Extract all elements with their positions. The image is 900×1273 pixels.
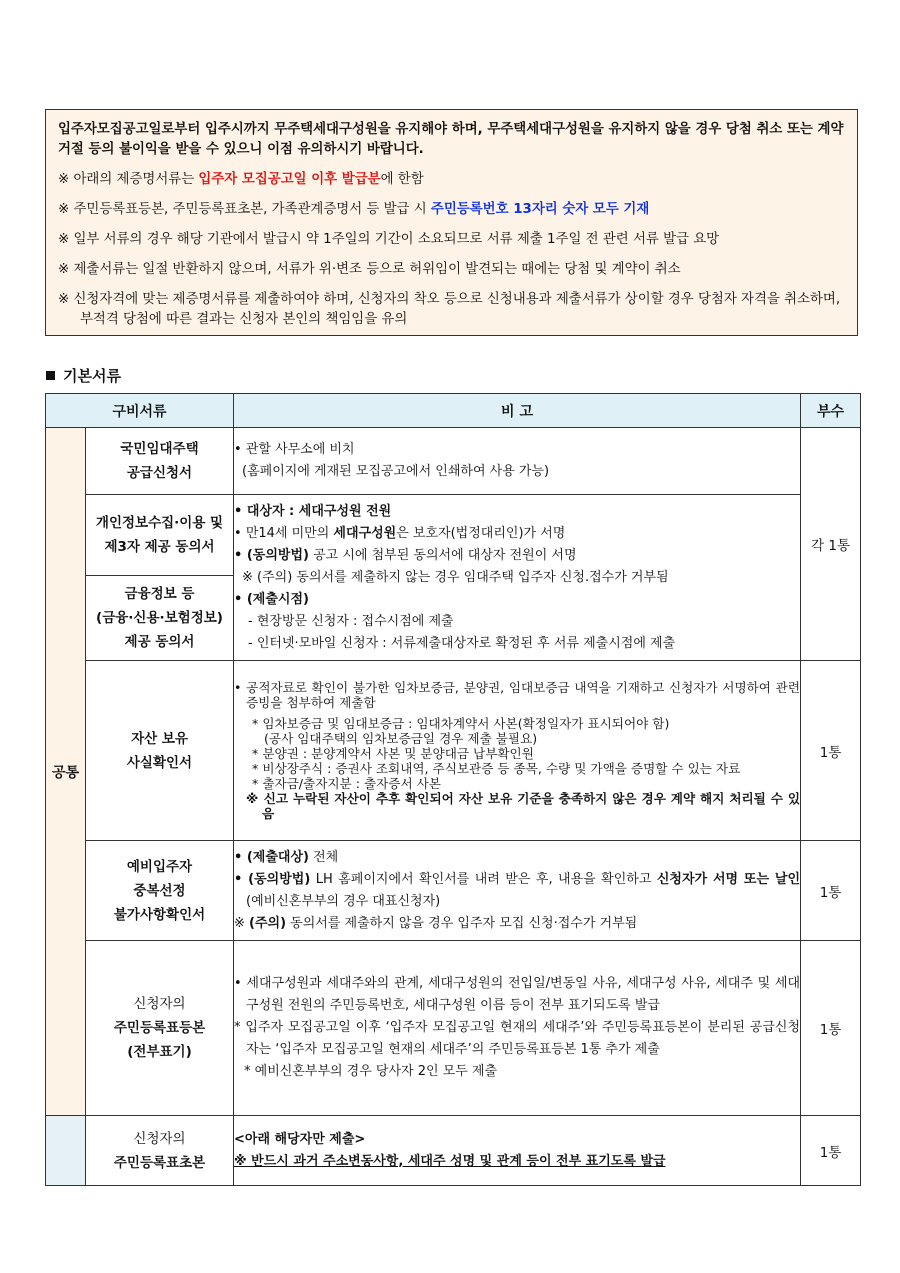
note-text: (주의)	[249, 915, 287, 931]
doc-name-line: (전부표기)	[127, 1044, 192, 1060]
note-text: LH 홈페이지에서 확인서를 내려 받은 후, 내용을 확인하고	[310, 871, 657, 887]
doc-count: 1통	[801, 941, 861, 1116]
doc-note	[234, 941, 801, 1116]
doc-count: 1통	[801, 661, 861, 841]
doc-name-line: 개인정보수집·이용 및	[95, 515, 224, 531]
note-line	[234, 913, 800, 935]
doc-note	[234, 841, 801, 941]
doc-name	[86, 661, 234, 841]
doc-name-line: 신청자의	[133, 1130, 186, 1147]
note-text: 전체	[308, 849, 339, 865]
doc-name-line: 불가사항확인서	[113, 906, 206, 923]
note-line: • 대상자 : 세대구성원 전원	[234, 503, 392, 519]
notice-highlight: 주민등록번호 13자리 숫자 모두 기재	[430, 202, 650, 217]
note-line	[234, 869, 800, 913]
note-line: (홈페이지에 게재된 모집공고에서 인쇄하여 사용 가능)	[242, 464, 550, 479]
note-line: • 관할 사무소에 비치	[234, 442, 355, 457]
note-text: 은 보호자(법정대리인)가 서명	[396, 525, 566, 541]
doc-name-line: 공급신청서	[126, 465, 193, 481]
doc-name-line: 예비입주자	[126, 858, 193, 875]
doc-name	[86, 495, 234, 576]
note-text: 신청자가 서명 또는 날인	[656, 871, 800, 887]
notice-item-4: ※ 제출서류는 일절 반환하지 않으며, 서류가 위·변조 등으로 허위임이 발견되는 때에는 당첨 및 계약이 취소	[58, 262, 681, 277]
table-row	[46, 1116, 861, 1186]
note-line: (공사 임대주택의 임차보증금일 경우 제출 불필요)	[264, 731, 538, 746]
note-line: • 세대구성원과 세대주와의 관계, 세대구성원의 전입일/변동일 사유, 세대구성 사유, 세대주 및 세대구성원 전원의 주민등록번호, 세대구성원 이름 등이 전부 표기되도록 발급	[234, 976, 801, 1013]
doc-name-line: 제3자 제공 동의서	[104, 539, 215, 555]
note-line: ※ 반드시 과거 주소변동사항, 세대주 성명 및 관계 등이 전부 표기도록 발급	[234, 1153, 666, 1169]
doc-note	[234, 661, 801, 841]
doc-note	[234, 428, 801, 495]
documents-table	[45, 393, 861, 1186]
doc-note	[234, 495, 801, 661]
note-line	[234, 523, 800, 545]
doc-name-line: 자산 보유	[131, 730, 188, 747]
table-row	[46, 941, 861, 1116]
notice-item-1	[58, 170, 845, 190]
notice-highlight: 입주자 모집공고일 이후 발급분	[198, 172, 381, 187]
square-bullet-icon	[46, 371, 55, 380]
note-text: • (동의방법)	[234, 871, 311, 887]
doc-name-line: 제공 동의서	[124, 634, 195, 650]
group-label: 공통	[46, 428, 86, 1116]
notice-text: ※ 아래의 제증명서류는	[58, 172, 199, 187]
note-line: - 현장방문 신청자 : 접수시점에 제출	[248, 613, 454, 629]
doc-name-line: 중복선정	[133, 882, 186, 899]
table-row	[46, 661, 861, 841]
table-row	[46, 428, 861, 495]
doc-name	[86, 576, 234, 661]
note-line: * 출자금/출자지분 : 출자증서 사본	[252, 776, 441, 791]
note-text: (예비신혼부부의 경우 대표신청자)	[246, 893, 441, 909]
note-line: * 비상장주식 : 증권사 조회내역, 주식보관증 등 종목, 수량 및 가액을 증명할 수 있는 자료	[252, 761, 741, 776]
doc-name	[86, 941, 234, 1116]
note-text: • (제출대상)	[234, 849, 309, 865]
doc-name-line: 신청자의	[133, 996, 186, 1012]
notice-lead: 입주자모집공고일로부터 입주시까지 무주택세대구성원을 유지해야 하며, 무주택세대구성원을 유지하지 않을 경우 당첨 취소 또는 계약거절 등의 불이익을 받을 수 있으니 이점 유의하시기 바랍니다.	[58, 122, 844, 157]
note-line: * 입주자 모집공고일 이후 ‘입주자 모집공고일 현재의 세대주’와 주민등록표등본이 분리된 공급신청자는 ‘입주자 모집공고일 현재의 세대주’의 주민등록표등본 1통 추가 제출	[234, 1020, 801, 1057]
note-line: • 공적자료로 확인이 불가한 임차보증금, 분양권, 임대보증금 내역을 기재하고 신청자가 서명하여 관련 증빙을 첨부하여 제출함	[234, 680, 801, 710]
note-line: * 분양권 : 분양계약서 사본 및 분양대금 납부확인원	[252, 746, 534, 761]
header-count: 부수	[801, 394, 861, 428]
notice-item-5: ※ 신청자격에 맞는 제증명서류를 제출하여야 하며, 신청자의 착오 등으로 신청내용과 제출서류가 상이할 경우 당첨자 자격을 취소하며, 부적격 당첨에 따른 결과는 신청자 본인의 책임임을 유의	[58, 292, 841, 327]
group-label-empty	[46, 1116, 86, 1186]
note-line	[234, 545, 800, 567]
note-line: ※ (주의) 동의서를 제출하지 않는 경우 임대주택 입주자 신청.접수가 거부됨	[242, 569, 669, 585]
notice-item-2	[58, 200, 845, 220]
table-header-row	[46, 394, 861, 428]
doc-note	[234, 1116, 801, 1186]
doc-name	[86, 841, 234, 941]
doc-name-line: 사실확인서	[126, 754, 193, 771]
note-line: - 인터넷·모바일 신청자 : 서류제출대상자로 확정된 후 서류 제출시점에 제출	[248, 635, 676, 651]
header-doc: 구비서류	[46, 394, 234, 428]
note-text: 동의서를 제출하지 않을 경우 입주자 모집 신청·접수가 거부됨	[286, 915, 638, 931]
header-note: 비 고	[234, 394, 801, 428]
doc-count: 1통	[801, 1116, 861, 1186]
notice-box	[45, 109, 858, 336]
note-line: * 임차보증금 및 임대보증금 : 임대차계약서 사본(확정일자가 표시되어야 함)	[252, 716, 670, 731]
notice-item-3: ※ 일부 서류의 경우 해당 기관에서 발급시 약 1주일의 기간이 소요되므로 서류 제출 1주일 전 관련 서류 발급 요망	[58, 232, 720, 247]
note-line: • (제출시점)	[234, 591, 309, 607]
doc-name	[86, 428, 234, 495]
note-text: ※	[234, 915, 250, 931]
doc-name-line: (금융·신용·보험정보)	[96, 610, 223, 626]
note-line: ※ 신고 누락된 자산이 추후 확인되어 자산 보유 기준을 충족하지 않은 경우 계약 해지 처리될 수 있음	[246, 791, 801, 821]
doc-name	[86, 1116, 234, 1186]
note-line: <아래 해당자만 제출>	[234, 1131, 366, 1147]
note-text: 공고 시에 첨부된 동의서에 대상자 전원이 서명	[308, 547, 577, 563]
doc-name-line: 국민임대주택	[120, 441, 199, 457]
table-row	[46, 841, 861, 941]
doc-name-line: 금융정보 등	[124, 586, 195, 602]
table-row	[46, 495, 861, 576]
doc-count: 1통	[801, 841, 861, 941]
doc-name-line: 주민등록표초본	[113, 1154, 206, 1171]
note-line: * 예비신혼부부의 경우 당사자 2인 모두 제출	[244, 1064, 498, 1079]
doc-name-line: 주민등록표등본	[113, 1020, 206, 1036]
section-title	[46, 365, 121, 386]
notice-text: ※ 주민등록표등본, 주민등록표초본, 가족관계증명서 등 발급 시	[58, 202, 431, 217]
note-text: • 만14세 미만의	[234, 525, 334, 541]
note-line	[234, 847, 800, 869]
note-text: 세대구성원	[333, 525, 397, 541]
notice-text: 에 한함	[380, 172, 424, 187]
section-title-text: 기본서류	[63, 367, 121, 385]
doc-count: 각 1통	[801, 428, 861, 661]
note-text: • (동의방법)	[234, 547, 309, 563]
